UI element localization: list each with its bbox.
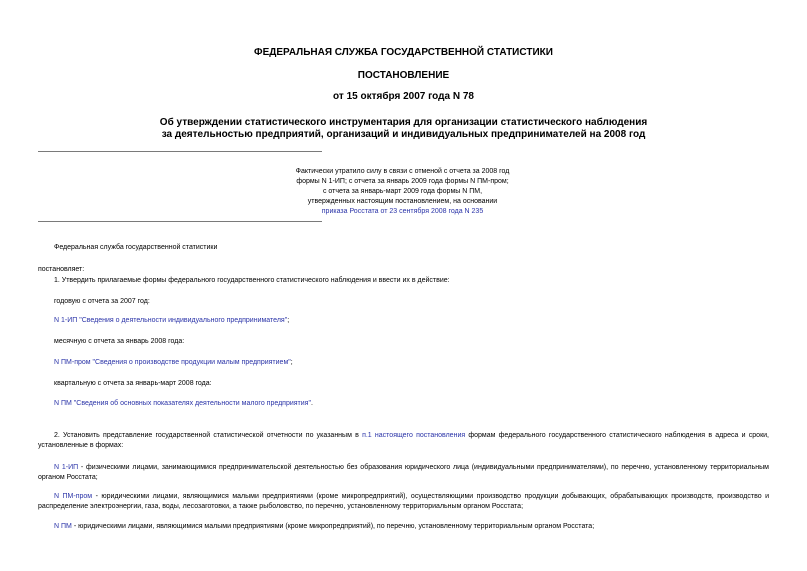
document-title bbox=[0, 117, 807, 141]
issuer-paragraph: Федеральная служба государственной статистики bbox=[54, 244, 218, 251]
separator-bottom bbox=[38, 221, 322, 222]
form-pmprom-recipients-paragraph bbox=[38, 492, 769, 512]
quarterly-paragraph: квартальную с отчета за январь-март 2008 года: bbox=[54, 380, 212, 387]
monthly-paragraph: месячную с отчета за январь 2008 года: bbox=[54, 338, 185, 345]
form-pm-ref-link[interactable]: N ПМ bbox=[54, 523, 72, 530]
item-2-text: 2. Установить представление государственной статистической отчетности по указанным в bbox=[54, 432, 363, 439]
decides-paragraph: постановляет: bbox=[38, 266, 85, 273]
document-title-line-2: за деятельностью предприятий, организаций и индивидуальных предпринимателей на 2008 год bbox=[161, 129, 646, 140]
paragraph-text: - юридическими лицами, являющимися малыми предприятиями (кроме микропредприятий), по перечню, установленному территориальным органом Росстата; bbox=[71, 523, 595, 530]
validity-note bbox=[261, 167, 544, 217]
form-pmprom-paragraph bbox=[54, 358, 293, 368]
document-type: ПОСТАНОВЛЕНИЕ bbox=[357, 70, 450, 81]
paragraph-text: - юридическими лицами, являющимися малыми предприятиями (кроме микропредприятий), осуществляющими производство продукции добывающих, обрабатывающих производств, производство и распределение электроэнергии, газа, воды, лесозаготовки, а также рыболовство, по перечню, установленному территориальным органом Росстата; bbox=[38, 493, 770, 510]
form-pm-paragraph bbox=[54, 399, 313, 409]
annual-paragraph: годовую с отчета за 2007 год: bbox=[54, 298, 150, 305]
separator-top bbox=[38, 151, 322, 152]
validity-note-line: Фактически утратило силу в связи с отменой с отчета за 2008 год bbox=[295, 168, 510, 175]
item-1-paragraph: 1. Утвердить прилагаемые формы федерального государственного статистического наблюдения и ввести их в действие: bbox=[54, 277, 450, 284]
rosstat-order-link[interactable]: приказа Росстата от 23 сентября 2008 года N 235 bbox=[321, 208, 484, 215]
form-1ip-paragraph bbox=[54, 316, 289, 326]
form-pm-link[interactable]: N ПМ "Сведения об основных показателях деятельности малого предприятия" bbox=[54, 400, 311, 407]
form-1ip-link[interactable]: N 1-ИП "Сведения о деятельности индивидуального предпринимателя" bbox=[54, 317, 288, 324]
document-date-number: от 15 октября 2007 года N 78 bbox=[333, 91, 474, 102]
item-1-reference-link[interactable]: п.1 настоящего постановления bbox=[362, 432, 466, 439]
validity-note-line: формы N 1-ИП; с отчета за январь 2009 года формы N ПМ-пром; bbox=[296, 178, 509, 185]
validity-note-line: утвержденных настоящим постановлением, на основании bbox=[307, 198, 498, 205]
form-1ip-ref-link[interactable]: N 1-ИП bbox=[54, 464, 79, 471]
item-2-text: формам федерального государственного статистического наблюдения в адреса и сроки, установленные в формах: bbox=[38, 432, 769, 449]
form-pmprom-ref-link[interactable]: N ПМ-пром bbox=[54, 493, 93, 500]
validity-note-line: с отчета за январь-март 2009 года формы N ПМ, bbox=[322, 188, 483, 195]
document-title-line-1: Об утверждении статистического инструментария для организации статистического наблюдения bbox=[159, 117, 648, 128]
paragraph-text: - физическими лицами, занимающимися предпринимательской деятельностью без образования юридического лица (индивидуальными предпринимателями), по перечню, установленному территориальным органом Росстата; bbox=[38, 464, 769, 481]
form-pmprom-link[interactable]: N ПМ-пром "Сведения о производстве продукции малым предприятием" bbox=[54, 359, 291, 366]
form-1ip-recipients-paragraph bbox=[38, 463, 769, 483]
punctuation: ; bbox=[287, 317, 290, 324]
agency-name: ФЕДЕРАЛЬНАЯ СЛУЖБА ГОСУДАРСТВЕННОЙ СТАТИСТИКИ bbox=[254, 47, 553, 58]
form-pm-recipients-paragraph bbox=[38, 522, 769, 532]
item-2-paragraph bbox=[38, 431, 769, 451]
punctuation: . bbox=[310, 400, 313, 407]
punctuation: ; bbox=[290, 359, 293, 366]
